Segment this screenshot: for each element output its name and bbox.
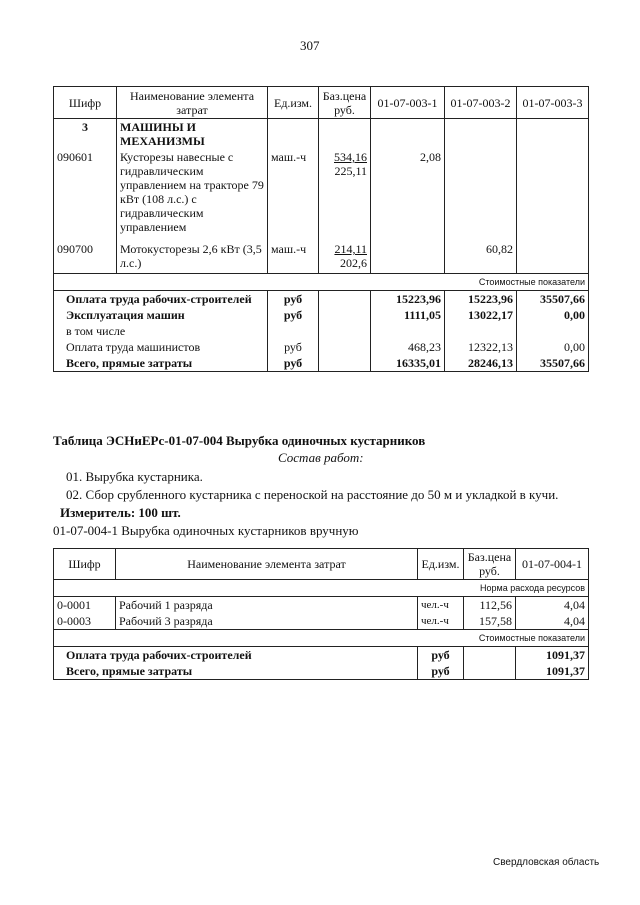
summary-v2: 15223,96: [445, 290, 517, 307]
header-code: Шифр: [54, 549, 116, 580]
row-code: 0-0003: [57, 614, 91, 628]
row-unit: чел.-ч: [418, 597, 464, 614]
summary-name: Всего, прямые затраты: [66, 664, 193, 678]
summary-name: Оплата труда машинистов: [66, 339, 201, 354]
subtitle: 01-07-004-1 Вырубка одиночных кустарников вручную: [53, 523, 359, 538]
row-price-primary: 214,11: [334, 242, 367, 256]
section-code: 3: [82, 120, 88, 134]
row-unit: маш.-ч: [268, 241, 319, 273]
summary-v2: 12322,13: [445, 339, 517, 355]
row-name: Кусторезы навесные с гидравлическим управлением на тракторе 79 кВт (108 л.с.) с гидравлическим управлением: [117, 149, 268, 241]
section-title: МАШИНЫ И МЕХАНИЗМЫ: [117, 119, 268, 150]
row-name: Мотокусторезы 2,6 кВт (3,5 л.с.): [117, 241, 268, 273]
header-unit: Ед.изм.: [418, 549, 464, 580]
row-price-secondary: 225,11: [334, 164, 367, 178]
section-label-norm: Норма расхода ресурсов: [54, 580, 589, 597]
summary-row: [54, 355, 589, 372]
table-row: [54, 149, 589, 241]
summary-v3: 0,00: [517, 307, 589, 323]
section-label-cost: Стоимостные показатели: [54, 630, 589, 647]
header-col2: 01-07-003-2: [445, 87, 517, 119]
summary-unit: руб: [268, 307, 319, 323]
summary-name: Оплата труда рабочих-строителей: [66, 648, 252, 662]
summary-name: Оплата труда рабочих-строителей: [66, 291, 252, 306]
section-label-cost: Стоимостные показатели: [54, 273, 589, 290]
summary-v1: 1111,05: [371, 307, 445, 323]
summary-v3: 35507,66: [517, 355, 589, 372]
work-composition-title: Состав работ:: [278, 450, 364, 465]
summary-v1: 16335,01: [371, 355, 445, 372]
row-v2: 60,82: [445, 241, 517, 273]
summary-row: [54, 323, 589, 339]
row-price-primary: 534,16: [334, 150, 367, 164]
header-price: Баз.цена руб.: [464, 549, 516, 580]
row-v1: [371, 241, 445, 273]
resource-table-01-07-004: [53, 548, 589, 680]
row-v: 4,04: [516, 613, 589, 630]
summary-row: [54, 647, 589, 664]
row-v3: [517, 241, 589, 273]
summary-unit: руб: [268, 355, 319, 372]
work-item: 01. Вырубка кустарника.: [66, 469, 203, 484]
header-price: Баз.цена руб.: [319, 87, 371, 119]
table-title: Таблица ЭСНиЕРс-01-07-004 Вырубка одиночных кустарников: [53, 433, 426, 448]
summary-unit: руб: [418, 663, 464, 680]
row-price: 157,58: [464, 613, 516, 630]
summary-v: 1091,37: [516, 663, 589, 680]
table-row: [54, 597, 589, 614]
measurer: Измеритель: 100 шт.: [60, 505, 181, 520]
row-code: 090601: [57, 150, 93, 164]
row-unit: чел.-ч: [418, 613, 464, 630]
header-col1: 01-07-004-1: [516, 549, 589, 580]
summary-row: [54, 307, 589, 323]
footer-region: Свердловская область: [493, 857, 600, 868]
summary-name: Эксплуатация машин: [66, 307, 185, 322]
row-v2: [445, 149, 517, 241]
row-unit: маш.-ч: [268, 149, 319, 241]
summary-name: Всего, прямые затраты: [66, 355, 193, 370]
row-code: 090700: [57, 242, 93, 256]
row-v1: 2,08: [371, 149, 445, 241]
header-name: Наименование элемента затрат: [117, 87, 268, 119]
summary-v1: 15223,96: [371, 290, 445, 307]
row-price-secondary: 202,6: [340, 256, 367, 270]
summary-v: 1091,37: [516, 647, 589, 664]
header-col3: 01-07-003-3: [517, 87, 589, 119]
summary-row: [54, 339, 589, 355]
work-item: 02. Сбор срубленного кустарника с переноской на расстояние до 50 м и укладкой в кучи.: [66, 487, 559, 502]
header-unit: Ед.изм.: [268, 87, 319, 119]
summary-unit: руб: [268, 290, 319, 307]
resource-table-01-07-003: [53, 86, 589, 372]
table-row: [54, 613, 589, 630]
summary-unit: руб: [418, 647, 464, 664]
header-code: Шифр: [54, 87, 117, 119]
row-v: 4,04: [516, 597, 589, 614]
row-name: Рабочий 1 разряда: [116, 597, 418, 614]
table-row: [54, 241, 589, 273]
row-price: 112,56: [464, 597, 516, 614]
row-name: Рабочий 3 разряда: [116, 613, 418, 630]
summary-row: [54, 290, 589, 307]
page-number: 307: [300, 38, 320, 53]
header-name: Наименование элемента затрат: [116, 549, 418, 580]
summary-v3: 35507,66: [517, 290, 589, 307]
header-col1: 01-07-003-1: [371, 87, 445, 119]
row-v3: [517, 149, 589, 241]
row-code: 0-0001: [57, 598, 91, 612]
summary-unit: руб: [268, 339, 319, 355]
summary-v3: 0,00: [517, 339, 589, 355]
summary-v2: 13022,17: [445, 307, 517, 323]
summary-v1: 468,23: [371, 339, 445, 355]
summary-name: в том числе: [66, 323, 126, 338]
summary-v2: 28246,13: [445, 355, 517, 372]
summary-row: [54, 663, 589, 680]
